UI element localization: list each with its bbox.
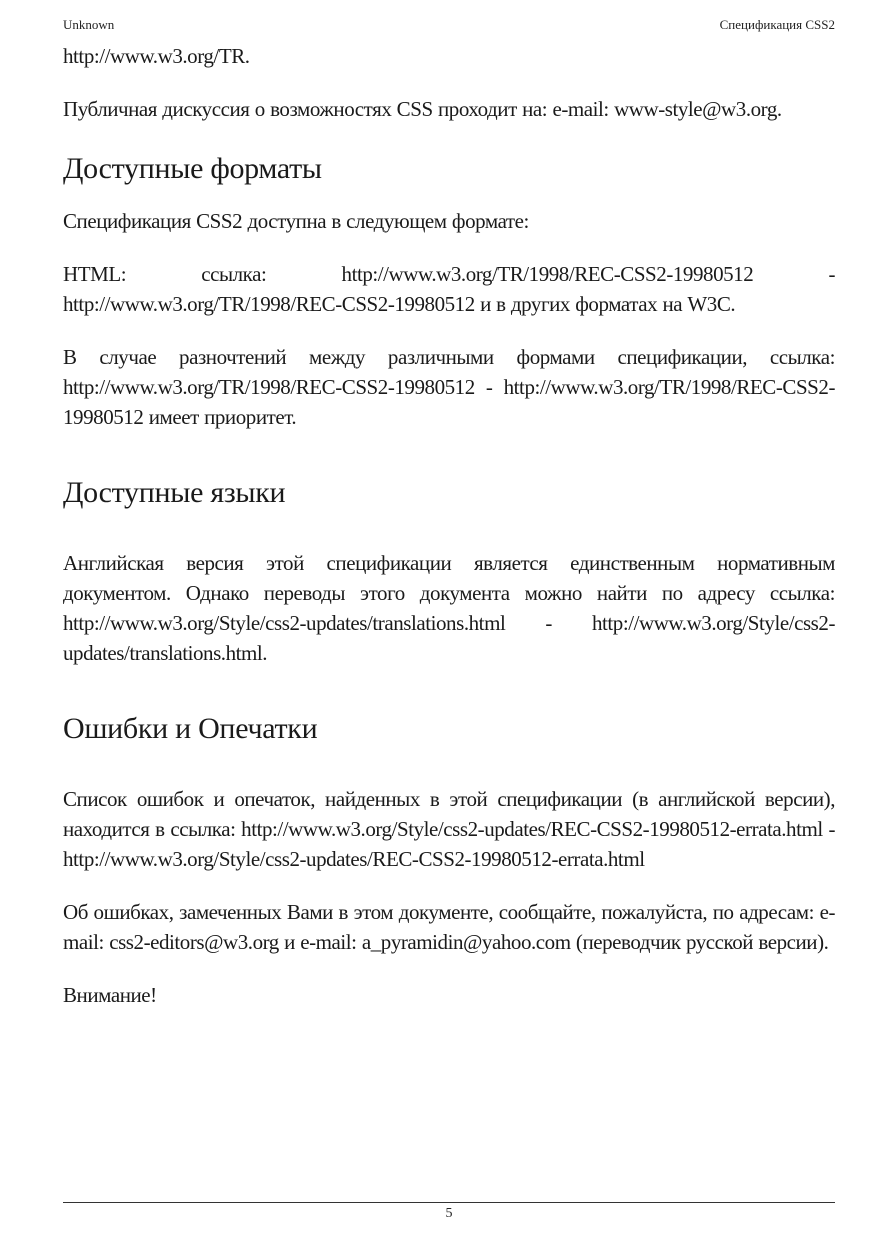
paragraph-report-errors: Об ошибках, замеченных Вами в этом документе, сообщайте, пожалуйста, по адресам: e-mail: css2-editors@w3.org и e-mail: a_pyramidin@yahoo.com (переводчик русской версии). — [63, 900, 835, 954]
heading-errata: Ошибки и Опечатки — [63, 712, 318, 745]
header-left: Unknown — [63, 17, 115, 32]
page-number: 5 — [445, 1206, 453, 1221]
header-right: Спецификация CSS2 — [719, 17, 835, 32]
paragraph-errata-list: Список ошибок и опечаток, найденных в этой спецификации (в английской версии), находится в ссылка: http://www.w3.org/Style/css2-updates/REC-CSS2-19980512-errata.html - http://www.w3.org/Style/css2-updates/REC-CSS2-19980512-errata.html — [63, 787, 835, 871]
running-header — [63, 17, 835, 35]
paragraph-format-intro: Спецификация CSS2 доступна в следующем формате: — [63, 209, 529, 233]
heading-available-formats: Доступные форматы — [63, 152, 322, 185]
paragraph-html-link: HTML: ссылка: http://www.w3.org/TR/1998/REC-CSS2-19980512 - http://www.w3.org/TR/1998/REC-CSS2-19980512 и в других форматах на W3C. — [63, 262, 835, 316]
heading-available-languages: Доступные языки — [63, 476, 286, 509]
paragraph-attention: Внимание! — [63, 983, 157, 1007]
paragraph-tr-link: http://www.w3.org/TR. — [63, 44, 250, 68]
document-page — [63, 0, 835, 1241]
document-body — [63, 41, 835, 1010]
paragraph-translations: Английская версия этой спецификации является единственным нормативным документом. Однако переводы этого документа можно найти по адресу ссылка: http://www.w3.org/Style/css2-updates/translations.html - http://www.w3.org/Style/css2-updates/translations.html. — [63, 551, 835, 665]
footer-rule — [63, 1202, 835, 1203]
paragraph-priority: В случае разночтений между различными формами спецификации, ссылка: http://www.w3.org/TR/1998/REC-CSS2-19980512 - http://www.w3.org/TR/1998/REC-CSS2-19980512 имеет приоритет. — [63, 345, 835, 429]
paragraph-public-discussion: Публичная дискуссия о возможностях CSS проходит на: e-mail: www-style@w3.org. — [63, 97, 782, 121]
